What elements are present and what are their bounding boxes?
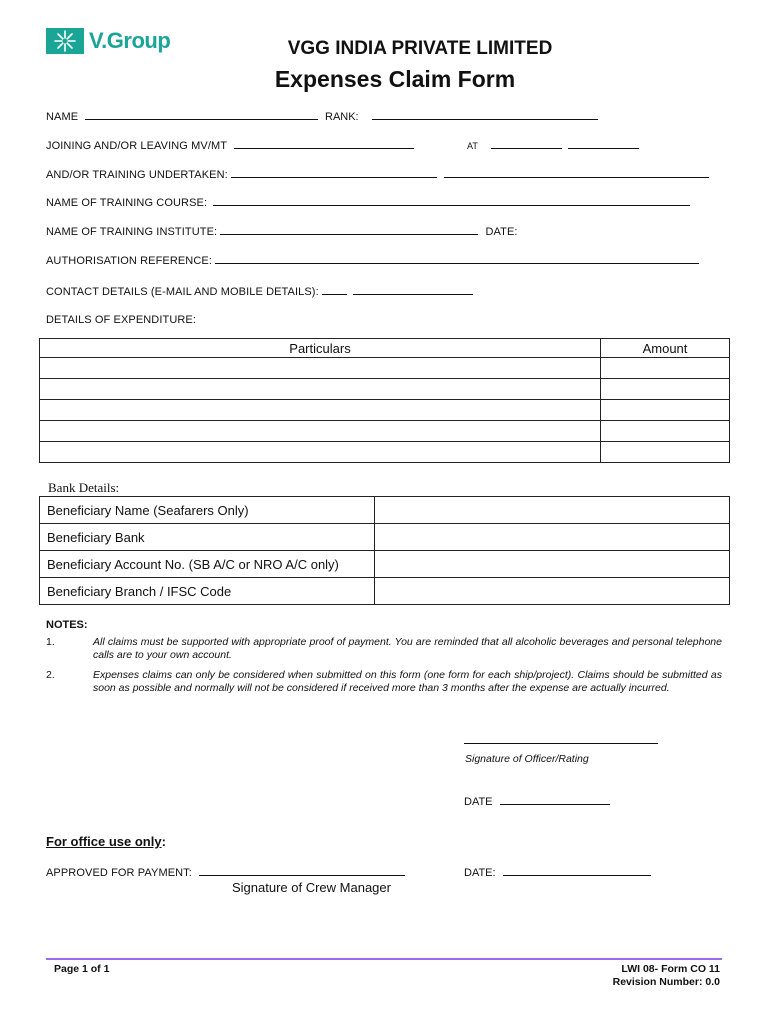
office-use-colon: : xyxy=(161,834,166,849)
expenses-header-row xyxy=(40,339,730,358)
note-item-1 xyxy=(46,636,722,661)
approved-row xyxy=(46,865,405,879)
branch-ifsc-value[interactable] xyxy=(375,578,730,605)
training-undertaken-row xyxy=(46,167,709,181)
contact-row xyxy=(46,284,473,298)
particulars-cell[interactable] xyxy=(40,400,601,421)
training-undertaken-line-1[interactable] xyxy=(231,167,437,178)
authorisation-row xyxy=(46,253,699,267)
form-reference xyxy=(613,963,720,988)
footer-divider xyxy=(46,958,722,960)
amount-cell[interactable] xyxy=(601,379,730,400)
revision-number: Revision Number: 0.0 xyxy=(612,975,720,988)
logo-text: V.Group xyxy=(89,28,171,53)
table-row xyxy=(40,442,730,463)
beneficiary-name-label: Beneficiary Name (Seafarers Only) xyxy=(40,497,375,524)
training-course-row xyxy=(46,195,690,209)
contact-input-line-2[interactable] xyxy=(353,284,473,295)
particulars-header: Particulars xyxy=(40,339,601,358)
name-label: NAME xyxy=(46,111,79,123)
table-row xyxy=(40,421,730,442)
particulars-cell[interactable] xyxy=(40,358,601,379)
joining-label: JOINING AND/OR LEAVING MV/MT xyxy=(46,140,227,152)
particulars-cell[interactable] xyxy=(40,379,601,400)
rank-input-line[interactable] xyxy=(372,109,598,120)
name-field-row xyxy=(46,109,318,123)
training-institute-row xyxy=(46,224,518,238)
name-input-line[interactable] xyxy=(85,109,318,120)
rank-field-row xyxy=(325,109,598,123)
amount-header: Amount xyxy=(601,339,730,358)
particulars-cell[interactable] xyxy=(40,442,601,463)
signature-date-label: DATE xyxy=(464,796,493,808)
training-date-label: DATE: xyxy=(485,226,518,238)
bank-row-beneficiary-name xyxy=(40,497,730,524)
amount-cell[interactable] xyxy=(601,421,730,442)
expenditure-label: DETAILS OF EXPENDITURE: xyxy=(46,314,197,326)
authorisation-label: AUTHORISATION REFERENCE: xyxy=(46,255,212,267)
note-number: 1. xyxy=(46,636,55,648)
table-row xyxy=(40,379,730,400)
training-undertaken-label: AND/OR TRAINING UNDERTAKEN: xyxy=(46,169,228,181)
training-course-label: NAME OF TRAINING COURSE: xyxy=(46,197,208,209)
beneficiary-bank-value[interactable] xyxy=(375,524,730,551)
note-number: 2. xyxy=(46,669,55,681)
office-date-label: DATE: xyxy=(464,867,496,879)
officer-signature-line[interactable] xyxy=(464,743,658,744)
note-text: Expenses claims can only be considered when submitted on this form (one form for each ship/project). Claims should be submitted as soon as possible and normally will not be considered if received more than 3 months after the expense are actually incurred. xyxy=(93,669,722,694)
office-date-row xyxy=(464,865,651,879)
officer-signature-caption: Signature of Officer/Rating xyxy=(465,753,589,765)
note-text: All claims must be supported with appropriate proof of payment. You are reminded that all alcoholic beverages and personal telephone calls are to your own account. xyxy=(93,636,722,661)
amount-cell[interactable] xyxy=(601,400,730,421)
table-row xyxy=(40,358,730,379)
expenses-table xyxy=(39,338,730,463)
vessel-input-line[interactable] xyxy=(234,138,414,149)
at-input-line-1[interactable] xyxy=(491,138,562,149)
note-item-2 xyxy=(46,669,722,694)
table-row xyxy=(40,400,730,421)
at-label: AT xyxy=(467,141,478,151)
beneficiary-name-value[interactable] xyxy=(375,497,730,524)
form-title: Expenses Claim Form xyxy=(274,66,516,92)
approved-label: APPROVED FOR PAYMENT: xyxy=(46,867,192,879)
office-date-input-line[interactable] xyxy=(503,865,651,876)
training-undertaken-line-2[interactable] xyxy=(444,167,709,178)
crew-manager-signature-caption: Signature of Crew Manager xyxy=(232,880,391,895)
joining-field-row xyxy=(46,138,414,152)
account-number-value[interactable] xyxy=(375,551,730,578)
beneficiary-bank-label: Beneficiary Bank xyxy=(40,524,375,551)
particulars-cell[interactable] xyxy=(40,421,601,442)
contact-label: CONTACT DETAILS (E-MAIL AND MOBILE DETAILS): xyxy=(46,286,319,298)
bank-row-account-number xyxy=(40,551,730,578)
form-code: LWI 08- Form CO 11 xyxy=(621,963,720,975)
amount-cell[interactable] xyxy=(601,442,730,463)
page-number: Page 1 of 1 xyxy=(54,963,110,975)
approved-input-line[interactable] xyxy=(199,865,405,876)
training-institute-label: NAME OF TRAINING INSTITUTE: xyxy=(46,226,218,238)
signature-date-input-line[interactable] xyxy=(500,794,610,805)
authorisation-input-line[interactable] xyxy=(215,253,699,264)
training-institute-input-line[interactable] xyxy=(220,224,478,235)
notes-heading: NOTES: xyxy=(46,619,88,631)
training-course-input-line[interactable] xyxy=(213,195,690,206)
office-use-title: For office use only xyxy=(46,834,162,849)
bank-row-branch-ifsc xyxy=(40,578,730,605)
account-number-label: Beneficiary Account No. (SB A/C or NRO A/C only) xyxy=(40,551,375,578)
rank-label: RANK: xyxy=(325,111,359,123)
contact-input-line-1[interactable] xyxy=(322,284,347,295)
at-input-line-2[interactable] xyxy=(568,138,639,149)
branch-ifsc-label: Beneficiary Branch / IFSC Code xyxy=(40,578,375,605)
bank-row-beneficiary-bank xyxy=(40,524,730,551)
company-name: VGG INDIA PRIVATE LIMITED xyxy=(287,38,553,59)
bank-details-heading: Bank Details: xyxy=(48,480,120,495)
at-field-row xyxy=(467,138,639,152)
signature-date-row xyxy=(464,794,610,808)
amount-cell[interactable] xyxy=(601,358,730,379)
office-use-heading xyxy=(46,834,166,849)
bank-details-table xyxy=(39,496,730,605)
